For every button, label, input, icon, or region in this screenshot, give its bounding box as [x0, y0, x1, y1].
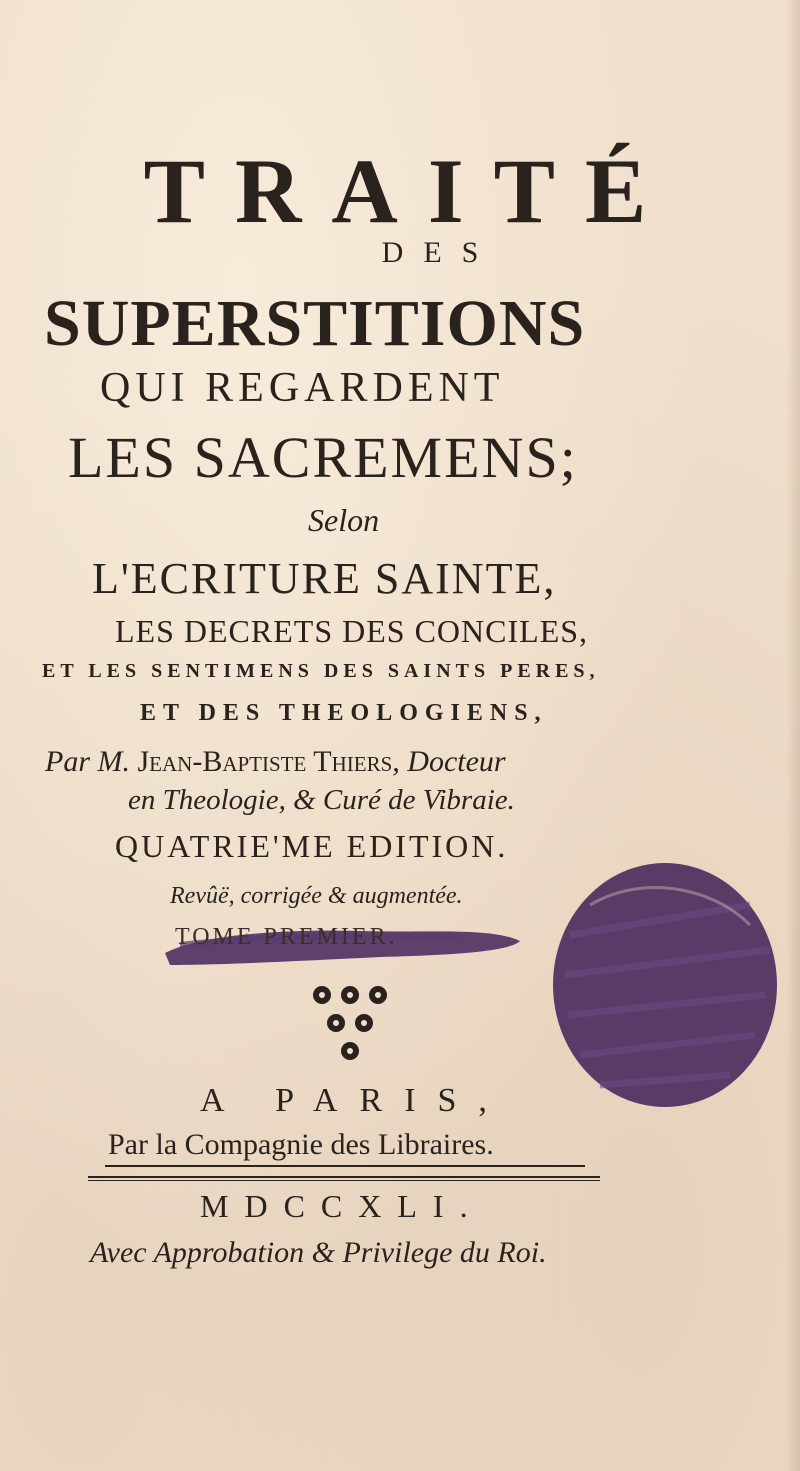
- imprint-publisher: Par la Compagnie des Libraires.: [108, 1128, 494, 1161]
- edition-tome: TOME PREMIER.: [175, 924, 398, 950]
- title-subject: SUPERSTITIONS: [44, 287, 586, 360]
- author-line: [45, 745, 765, 779]
- imprint-approval: Avec Approbation & Privilege du Roi.: [90, 1236, 547, 1269]
- title-line-les: LES SACREMENS;: [68, 425, 578, 490]
- imprint-year: MDCCXLI.: [200, 1188, 484, 1224]
- imprint-city: A PARIS,: [200, 1082, 509, 1119]
- fleuron-ornament-icon: [300, 975, 410, 1075]
- title-line-sentimens: ET LES SENTIMENS DES SAINTS PERES,: [42, 660, 600, 682]
- author-line-2: en Theologie, & Curé de Vibraie.: [128, 784, 515, 816]
- title-line-ecriture: L'ECRITURE SAINTE,: [92, 554, 557, 603]
- edition-text: QUATRIE'ME EDITION.: [115, 828, 509, 864]
- title-line-theologiens: ET DES THEOLOGIENS,: [140, 700, 548, 726]
- title-main: TRAITÉ: [143, 140, 677, 242]
- double-rule: [88, 1176, 600, 1181]
- title-des: DES: [381, 236, 499, 269]
- title-line-decrets: LES DECRETS DES CONCILES,: [115, 613, 589, 649]
- ink-stamp-blot: [540, 845, 790, 1120]
- author-name: Jean-Baptiste Thiers: [137, 745, 393, 778]
- author-par: Par M.: [45, 745, 130, 778]
- title-line-qui: QUI REGARDENT: [100, 365, 505, 411]
- author-title: , Docteur: [392, 745, 506, 778]
- title-selon: Selon: [308, 502, 380, 538]
- edition-revised: Revûë, corrigée & augmentée.: [170, 883, 463, 909]
- publisher-underline: [105, 1165, 585, 1167]
